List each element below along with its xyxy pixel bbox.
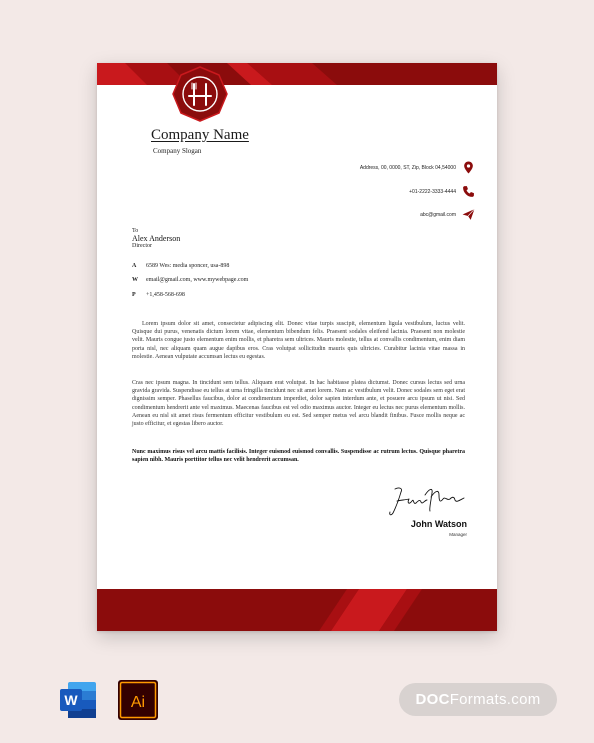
web-value: email@gmail.com, www.mywebpage.com xyxy=(146,277,249,283)
docformats-badge[interactable] xyxy=(399,683,557,716)
body-paragraph-3: Nunc maximus risus vel arcu mattis facilisis. Integer euismod euismod convallis. Suspendisse ac rutrum lectus. Quisque pharetra sapien nibh. Mauris porttitor tellus nec velit hendrerit accumsan. xyxy=(132,449,465,464)
paper-plane-icon xyxy=(462,208,475,221)
brand-text xyxy=(415,691,540,708)
to-label: To xyxy=(132,228,139,234)
company-slogan: Company Slogan xyxy=(153,147,202,155)
company-logo xyxy=(170,64,230,124)
handwritten-signature xyxy=(387,483,467,519)
contact-address xyxy=(360,161,475,174)
location-pin-icon xyxy=(462,161,475,174)
word-icon[interactable] xyxy=(58,680,98,720)
phone-value: +1,458-568-698 xyxy=(146,292,185,298)
brand-suffix: Formats.com xyxy=(449,691,541,708)
phone-icon xyxy=(462,185,475,198)
signer-name: John Watson xyxy=(410,519,467,529)
body-paragraph-1: Lorem ipsum dolor sit amet, consectetur adipiscing elit. Donec vitae turpis suscipit, elementum ligula vestibulum, luctus velit. Quisque dui purus, venenatis dictum lorem vitae, elementum bibendum felis. Praesent sodales eleifend lacinia. Praesent non molestie velit. Mauris congue justo elementum enim mollis, et pharetra sem ultrices. Mauris molestie, tellus at convallis condimentum, enim diam porta nisl, nec aliquam quam augue dapibus eros. Cras volutpat sollicitudin mauris quis ultricies. Curabitur lacinia vitae massa in molestie. Aenean vulputate accumsan lectus eu egestas. xyxy=(132,321,465,360)
contact-email xyxy=(420,208,475,221)
illustrator-icon[interactable] xyxy=(118,680,158,720)
header-band xyxy=(97,63,497,113)
address-text: Address, 00, 0000, ST, Zip, Block 04,54000 xyxy=(359,164,456,171)
web-key: W xyxy=(132,277,138,283)
recipient-name: Alex Anderson xyxy=(132,234,181,243)
brand-prefix: DOC xyxy=(415,691,450,708)
word-icon-label: W xyxy=(64,692,78,708)
company-name: Company Name xyxy=(151,127,249,143)
illustrator-icon-label: Ai xyxy=(130,694,146,711)
recipient-phone-row xyxy=(132,292,185,298)
phone-key: P xyxy=(132,292,136,298)
letterhead-page xyxy=(97,63,497,631)
footer-band xyxy=(97,589,497,631)
address-key: A xyxy=(132,263,137,269)
signer-title: Manager xyxy=(449,532,467,537)
phone-text: +01-2222-3333-4444 xyxy=(409,188,456,195)
recipient-block xyxy=(132,228,180,249)
recipient-web-row xyxy=(132,277,248,283)
body-paragraph-2: Cras nec ipsum magna. In tincidunt sem tellus. Aliquam erat volutpat. In hac habitasse platea dictumst. Donec cursus lectus sed urna gravida gravida. Suspendisse eu tellus at urna fringilla tincidunt nec sit amet lorem. Nam ac vestibulum velit. Donec sodales sem eget erat dignissim semper. Phasellus faucibus, dolor at condimentum imperdiet, dolor sapien interdum ante, et posuere arcu ipsum ut nisi. Sed condimentum hendrerit ante vel maximus. Maecenas faucibus est vel odio maximus auctor. Integer eu lectus nec purus elementum mollis. Aenean eu nisl sit amet risus fermentum efficitur vestibulum eu est. Sed semper metus vel arcu blandit finibus. Fusce mollis neque ac justo efficitur, et egestas libero auctor. xyxy=(132,380,465,428)
recipient-title: Director xyxy=(132,243,152,249)
recipient-address-row xyxy=(132,263,229,269)
address-value: 6589 Wes: media sponcer, usa-898 xyxy=(146,263,230,269)
contact-phone xyxy=(409,185,475,198)
email-text: abc@gmail.com xyxy=(420,211,456,218)
